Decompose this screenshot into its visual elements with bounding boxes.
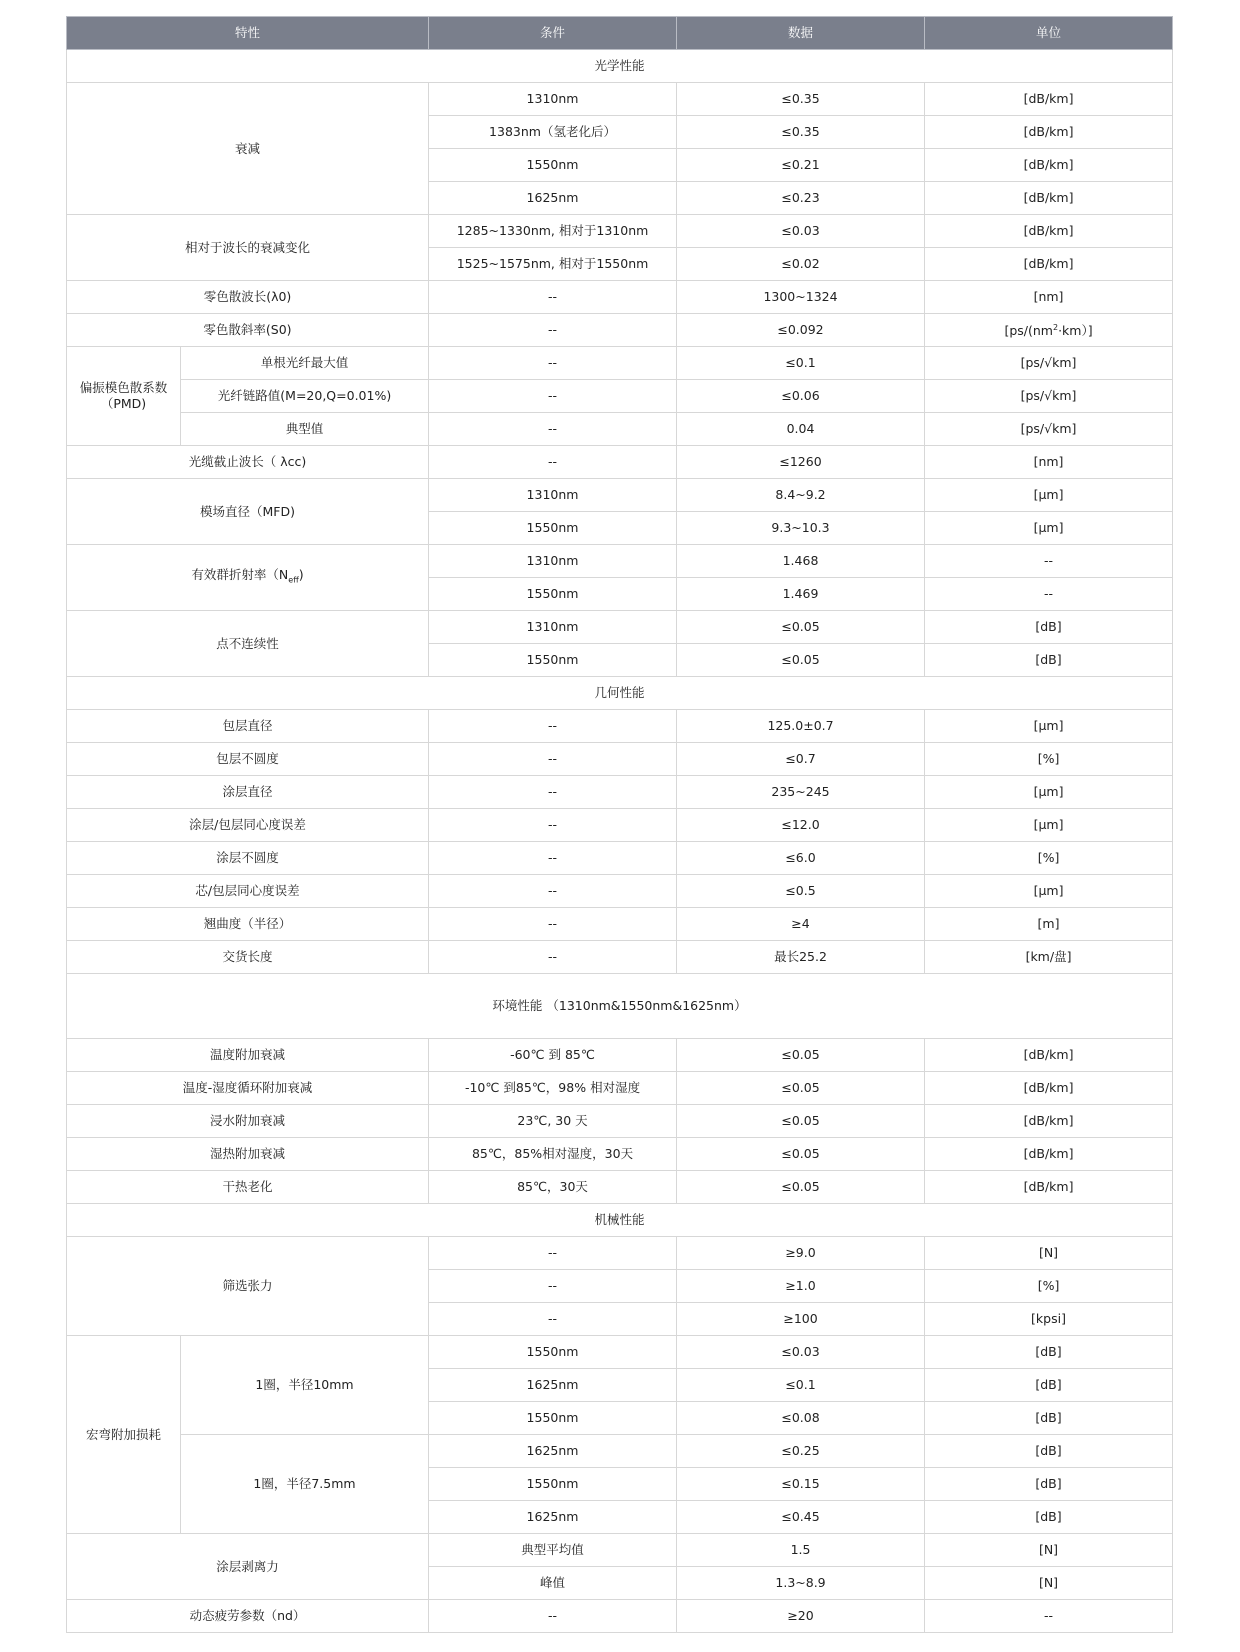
section-row (67, 50, 1173, 83)
cell-value: ≥9.0 (677, 1237, 925, 1270)
proof-test-label: 筛选张力 (67, 1237, 429, 1336)
cell-condition: -60℃ 到 85℃ (429, 1039, 677, 1072)
cell-value: 最长25.2 (677, 941, 925, 974)
table-row (67, 908, 1173, 941)
cell-condition: -- (429, 776, 677, 809)
cell-value: ≤0.05 (677, 611, 925, 644)
cell-unit: [N] (925, 1534, 1173, 1567)
cell-value: 1.5 (677, 1534, 925, 1567)
attenuation-label: 衰减 (67, 83, 429, 215)
cell-value: ≤0.5 (677, 875, 925, 908)
zero-dispersion-wavelength-label: 零色散波长(λ0) (67, 281, 429, 314)
cell-condition: -- (429, 743, 677, 776)
cell-value: ≤0.05 (677, 1171, 925, 1204)
cell-condition: 1550nm (429, 644, 677, 677)
mfd-label: 模场直径（MFD) (67, 479, 429, 545)
environment-label: 温度附加衰减 (67, 1039, 429, 1072)
cell-unit: [dB/km] (925, 1072, 1173, 1105)
cell-value: ≤0.05 (677, 644, 925, 677)
cell-unit: [dB/km] (925, 1138, 1173, 1171)
table-row (67, 1072, 1173, 1105)
cell-condition: 1310nm (429, 83, 677, 116)
cell-condition: -- (429, 875, 677, 908)
cell-value: ≤0.1 (677, 347, 925, 380)
table-row (67, 479, 1173, 512)
cell-condition: 1625nm (429, 1369, 677, 1402)
cell-value: ≥100 (677, 1303, 925, 1336)
cell-condition: 1310nm (429, 611, 677, 644)
cell-condition: -- (429, 314, 677, 347)
cell-value: 235~245 (677, 776, 925, 809)
environment-label: 温度-湿度循环附加衰减 (67, 1072, 429, 1105)
table-row (67, 446, 1173, 479)
neff-label-subscript: eff (288, 575, 299, 585)
cell-unit: [dB] (925, 1501, 1173, 1534)
cell-condition: 1625nm (429, 1501, 677, 1534)
cell-value: 0.04 (677, 413, 925, 446)
cell-unit: [dB/km] (925, 149, 1173, 182)
macrobend-label: 宏弯附加损耗 (67, 1336, 181, 1534)
table-row (67, 1105, 1173, 1138)
cell-condition: 85℃，30天 (429, 1171, 677, 1204)
table-row (67, 83, 1173, 116)
table-row (67, 1600, 1173, 1633)
table-row (67, 545, 1173, 578)
cell-condition: -- (429, 908, 677, 941)
spec-table (66, 16, 1173, 1633)
cell-condition: 1383nm（氢老化后） (429, 116, 677, 149)
cell-condition: -- (429, 1600, 677, 1633)
cell-condition: 1625nm (429, 1435, 677, 1468)
cell-value: ≤0.7 (677, 743, 925, 776)
cell-unit: [kpsi] (925, 1303, 1173, 1336)
geometry-label: 包层直径 (67, 710, 429, 743)
cell-condition: -- (429, 413, 677, 446)
cell-unit: [%] (925, 743, 1173, 776)
cell-unit: [dB/km] (925, 1171, 1173, 1204)
cell-condition: 1310nm (429, 479, 677, 512)
cell-unit: [dB/km] (925, 215, 1173, 248)
cell-unit: [%] (925, 842, 1173, 875)
cell-unit: [dB/km] (925, 248, 1173, 281)
table-row (67, 776, 1173, 809)
cell-unit: [ps/√km] (925, 380, 1173, 413)
cell-value: 9.3~10.3 (677, 512, 925, 545)
section-geometry-title: 几何性能 (67, 677, 1173, 710)
neff-label (67, 545, 429, 611)
cell-condition: 1550nm (429, 1468, 677, 1501)
cell-unit: [km/盘] (925, 941, 1173, 974)
pmd-sub-label: 典型值 (181, 413, 429, 446)
cell-value: ≤0.21 (677, 149, 925, 182)
geometry-label: 涂层直径 (67, 776, 429, 809)
table-row (67, 1138, 1173, 1171)
cell-unit: [μm] (925, 776, 1173, 809)
cell-unit: [μm] (925, 710, 1173, 743)
environment-label: 干热老化 (67, 1171, 429, 1204)
cell-unit: [N] (925, 1237, 1173, 1270)
col-header-property: 特性 (67, 17, 429, 50)
cell-value: 1300~1324 (677, 281, 925, 314)
cell-condition: 1285~1330nm, 相对于1310nm (429, 215, 677, 248)
table-row (67, 1336, 1173, 1369)
cell-value: ≤12.0 (677, 809, 925, 842)
cell-unit: -- (925, 545, 1173, 578)
geometry-label: 交货长度 (67, 941, 429, 974)
section-row (67, 1204, 1173, 1237)
pmd-sub-label: 光纤链路值(M=20,Q=0.01%) (181, 380, 429, 413)
table-row (67, 1171, 1173, 1204)
cell-value: ≤0.15 (677, 1468, 925, 1501)
cell-unit: [dB] (925, 611, 1173, 644)
table-row (67, 413, 1173, 446)
cell-condition: -- (429, 446, 677, 479)
atten-vs-wavelength-label: 相对于波长的衰减变化 (67, 215, 429, 281)
cell-condition: -- (429, 1270, 677, 1303)
cell-condition: -10℃ 到85℃，98% 相对湿度 (429, 1072, 677, 1105)
cell-unit (925, 314, 1173, 347)
zero-dispersion-slope-label: 零色散斜率(S0) (67, 314, 429, 347)
table-row (67, 347, 1173, 380)
cell-unit: [dB/km] (925, 83, 1173, 116)
cable-cutoff-label: 光缆截止波长（ λcc) (67, 446, 429, 479)
cell-unit: -- (925, 578, 1173, 611)
header-row (67, 17, 1173, 50)
cell-value: 125.0±0.7 (677, 710, 925, 743)
cell-value: 1.468 (677, 545, 925, 578)
cell-value: ≤0.05 (677, 1138, 925, 1171)
cell-value: ≤0.45 (677, 1501, 925, 1534)
cell-value: ≥4 (677, 908, 925, 941)
cell-value: ≤0.1 (677, 1369, 925, 1402)
cell-condition: 1550nm (429, 149, 677, 182)
table-row (67, 842, 1173, 875)
cell-value: ≥20 (677, 1600, 925, 1633)
section-row (67, 677, 1173, 710)
col-header-value: 数据 (677, 17, 925, 50)
cell-unit: [dB] (925, 1402, 1173, 1435)
table-row (67, 1435, 1173, 1468)
section-optical-title: 光学性能 (67, 50, 1173, 83)
cell-condition: 典型平均值 (429, 1534, 677, 1567)
pmd-label: 偏振模色散系数（PMD) (67, 347, 181, 446)
unit-text-pre: [ps/(nm (1004, 323, 1053, 339)
cell-condition: 1525~1575nm, 相对于1550nm (429, 248, 677, 281)
col-header-unit: 单位 (925, 17, 1173, 50)
cell-condition: -- (429, 1303, 677, 1336)
cell-condition: -- (429, 380, 677, 413)
cell-value: ≤6.0 (677, 842, 925, 875)
table-row (67, 1039, 1173, 1072)
cell-value: 8.4~9.2 (677, 479, 925, 512)
dynamic-fatigue-label: 动态疲劳参数（nd） (67, 1600, 429, 1633)
cell-unit: [μm] (925, 512, 1173, 545)
table-row (67, 875, 1173, 908)
table-row (67, 941, 1173, 974)
section-environment-title: 环境性能 （1310nm&1550nm&1625nm） (67, 974, 1173, 1039)
cell-value: 1.469 (677, 578, 925, 611)
cell-value: ≤0.05 (677, 1072, 925, 1105)
cell-unit: [dB] (925, 1468, 1173, 1501)
table-row (67, 743, 1173, 776)
cell-unit: [μm] (925, 809, 1173, 842)
cell-unit: [dB] (925, 1336, 1173, 1369)
cell-condition: -- (429, 941, 677, 974)
cell-unit: [ps/√km] (925, 347, 1173, 380)
point-discontinuity-label: 点不连续性 (67, 611, 429, 677)
geometry-label: 翘曲度（半径） (67, 908, 429, 941)
cell-unit: [dB] (925, 644, 1173, 677)
geometry-label: 涂层不圆度 (67, 842, 429, 875)
section-row (67, 974, 1173, 1039)
cell-unit: -- (925, 1600, 1173, 1633)
table-row (67, 611, 1173, 644)
section-mechanical-title: 机械性能 (67, 1204, 1173, 1237)
cell-value: ≤0.05 (677, 1105, 925, 1138)
cell-condition: 峰值 (429, 1567, 677, 1600)
cell-value: ≤0.02 (677, 248, 925, 281)
macrobend-group-label: 1圈，半径10mm (181, 1336, 429, 1435)
cell-unit: [μm] (925, 479, 1173, 512)
environment-label: 湿热附加衰减 (67, 1138, 429, 1171)
cell-condition: 1550nm (429, 578, 677, 611)
table-row (67, 215, 1173, 248)
table-row (67, 809, 1173, 842)
cell-value: ≤0.23 (677, 182, 925, 215)
table-row (67, 380, 1173, 413)
cell-unit: [nm] (925, 281, 1173, 314)
cell-unit: [nm] (925, 446, 1173, 479)
cell-condition: 1550nm (429, 512, 677, 545)
cell-condition: -- (429, 1237, 677, 1270)
coating-strip-label: 涂层剥离力 (67, 1534, 429, 1600)
table-row (67, 314, 1173, 347)
cell-value: ≤0.092 (677, 314, 925, 347)
macrobend-group-label: 1圈，半径7.5mm (181, 1435, 429, 1534)
cell-condition: -- (429, 281, 677, 314)
neff-label-post: ) (298, 566, 304, 582)
cell-value: 1.3~8.9 (677, 1567, 925, 1600)
col-header-condition: 条件 (429, 17, 677, 50)
cell-condition: 1310nm (429, 545, 677, 578)
geometry-label: 包层不圆度 (67, 743, 429, 776)
table-row (67, 1534, 1173, 1567)
cell-unit: [μm] (925, 875, 1173, 908)
cell-value: ≤0.35 (677, 83, 925, 116)
cell-value: ≤0.35 (677, 116, 925, 149)
cell-condition: -- (429, 809, 677, 842)
neff-label-pre: 有效群折射率（N (191, 566, 289, 582)
cell-value: ≤0.03 (677, 215, 925, 248)
cell-condition: 1625nm (429, 182, 677, 215)
cell-unit: [m] (925, 908, 1173, 941)
cell-unit: [ps/√km] (925, 413, 1173, 446)
cell-condition: -- (429, 710, 677, 743)
cell-value: ≤1260 (677, 446, 925, 479)
geometry-label: 芯/包层同心度误差 (67, 875, 429, 908)
geometry-label: 涂层/包层同心度误差 (67, 809, 429, 842)
cell-condition: 85℃，85%相对湿度，30天 (429, 1138, 677, 1171)
table-row (67, 281, 1173, 314)
cell-unit: [dB] (925, 1435, 1173, 1468)
cell-value: ≤0.05 (677, 1039, 925, 1072)
cell-unit: [N] (925, 1567, 1173, 1600)
cell-unit: [dB/km] (925, 182, 1173, 215)
cell-value: ≤0.25 (677, 1435, 925, 1468)
table-row (67, 1237, 1173, 1270)
cell-unit: [%] (925, 1270, 1173, 1303)
environment-label: 浸水附加衰减 (67, 1105, 429, 1138)
cell-value: ≤0.06 (677, 380, 925, 413)
cell-condition: 1550nm (429, 1402, 677, 1435)
cell-value: ≥1.0 (677, 1270, 925, 1303)
pmd-sub-label: 单根光纤最大值 (181, 347, 429, 380)
cell-value: ≤0.08 (677, 1402, 925, 1435)
cell-condition: 23℃, 30 天 (429, 1105, 677, 1138)
cell-condition: -- (429, 842, 677, 875)
unit-text-post: ·km）] (1058, 323, 1093, 339)
cell-value: ≤0.03 (677, 1336, 925, 1369)
cell-condition: 1550nm (429, 1336, 677, 1369)
cell-condition: -- (429, 347, 677, 380)
cell-unit: [dB/km] (925, 116, 1173, 149)
cell-unit: [dB/km] (925, 1039, 1173, 1072)
table-row (67, 710, 1173, 743)
unit-superscript: 2 (1052, 323, 1059, 333)
cell-unit: [dB] (925, 1369, 1173, 1402)
cell-unit: [dB/km] (925, 1105, 1173, 1138)
